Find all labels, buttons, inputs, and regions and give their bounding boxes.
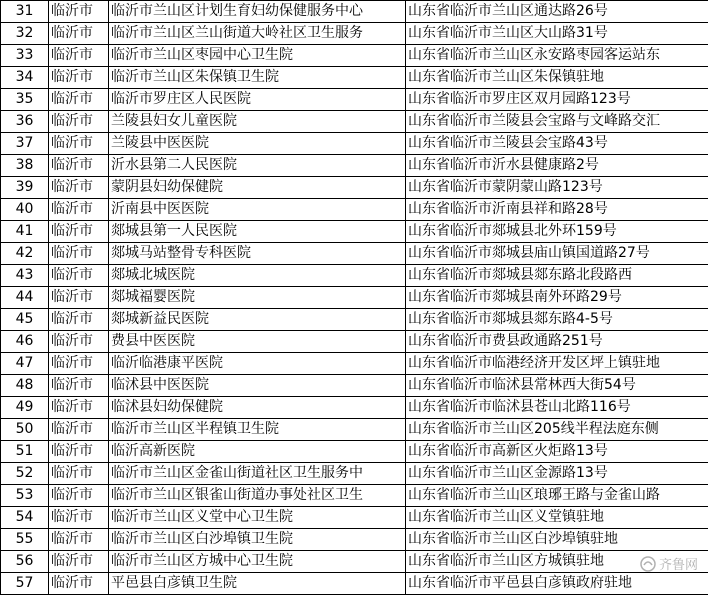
table-row — [1, 287, 708, 309]
table-row — [1, 1, 708, 23]
row-number-cell: 32 — [1, 23, 49, 45]
row-number-cell: 38 — [1, 155, 49, 177]
hospital-name-cell: 临沂市兰山区金雀山街道社区卫生服务中 — [109, 463, 406, 485]
city-cell: 临沂市 — [49, 177, 109, 199]
row-number-cell: 54 — [1, 507, 49, 529]
city-cell: 临沂市 — [49, 111, 109, 133]
hospital-name-cell: 郯城北城医院 — [109, 265, 406, 287]
address-cell: 山东省临沂市临港经济开发区坪上镇驻地 — [406, 353, 708, 375]
city-cell: 临沂市 — [49, 309, 109, 331]
city-cell: 临沂市 — [49, 265, 109, 287]
row-number-cell: 35 — [1, 89, 49, 111]
city-cell: 临沂市 — [49, 353, 109, 375]
row-number-cell: 37 — [1, 133, 49, 155]
row-number-cell: 31 — [1, 1, 49, 23]
hospital-name-cell: 兰陵县中医医院 — [109, 133, 406, 155]
row-number-cell: 45 — [1, 309, 49, 331]
city-cell: 临沂市 — [49, 89, 109, 111]
table-row — [1, 419, 708, 441]
address-cell: 山东省临沂市兰山区永安路枣园客运站东 — [406, 45, 708, 67]
city-cell: 临沂市 — [49, 463, 109, 485]
table-row — [1, 529, 708, 551]
row-number-cell: 39 — [1, 177, 49, 199]
address-cell: 山东省临沂市兰山区义堂镇驻地 — [406, 507, 708, 529]
row-number-cell: 50 — [1, 419, 49, 441]
table-row — [1, 67, 708, 89]
row-number-cell: 52 — [1, 463, 49, 485]
table-row — [1, 45, 708, 67]
address-cell: 山东省临沂市郯城县北外环159号 — [406, 221, 708, 243]
row-number-cell: 46 — [1, 331, 49, 353]
row-number-cell: 55 — [1, 529, 49, 551]
row-number-cell: 51 — [1, 441, 49, 463]
city-cell: 临沂市 — [49, 23, 109, 45]
table-row — [1, 177, 708, 199]
hospital-name-cell: 临沂市兰山区计划生育妇幼保健服务中心 — [109, 1, 406, 23]
address-cell: 山东省临沂市兰山区方城镇驻地 — [406, 551, 708, 573]
row-number-cell: 49 — [1, 397, 49, 419]
table-row — [1, 573, 708, 595]
address-cell: 山东省临沂市兰山区金源路13号 — [406, 463, 708, 485]
table-row — [1, 441, 708, 463]
hospital-name-cell: 临沂市兰山区兰山街道大岭社区卫生服务 — [109, 23, 406, 45]
table-row — [1, 353, 708, 375]
address-cell: 山东省临沂市平邑县白彦镇政府驻地 — [406, 573, 708, 595]
city-cell: 临沂市 — [49, 485, 109, 507]
table-row — [1, 133, 708, 155]
address-cell: 山东省临沂市郯城县南外环路29号 — [406, 287, 708, 309]
table-row — [1, 221, 708, 243]
address-cell: 山东省临沂市郯城县郯东路北段路西 — [406, 265, 708, 287]
city-cell: 临沂市 — [49, 375, 109, 397]
table-row — [1, 265, 708, 287]
city-cell: 临沂市 — [49, 1, 109, 23]
row-number-cell: 34 — [1, 67, 49, 89]
address-cell: 山东省临沂市费县政通路251号 — [406, 331, 708, 353]
city-cell: 临沂市 — [49, 397, 109, 419]
hospital-table-body — [1, 1, 708, 595]
hospital-name-cell: 平邑县白彦镇卫生院 — [109, 573, 406, 595]
row-number-cell: 48 — [1, 375, 49, 397]
hospital-name-cell: 郯城县第一人民医院 — [109, 221, 406, 243]
address-cell: 山东省临沂市兰山区白沙埠镇驻地 — [406, 529, 708, 551]
table-row — [1, 111, 708, 133]
table-row — [1, 397, 708, 419]
address-cell: 山东省临沂市兰山区琅琊王路与金雀山路 — [406, 485, 708, 507]
row-number-cell: 36 — [1, 111, 49, 133]
city-cell: 临沂市 — [49, 199, 109, 221]
table-row — [1, 199, 708, 221]
city-cell: 临沂市 — [49, 133, 109, 155]
city-cell: 临沂市 — [49, 573, 109, 595]
row-number-cell: 42 — [1, 243, 49, 265]
city-cell: 临沂市 — [49, 419, 109, 441]
table-row — [1, 463, 708, 485]
table-row — [1, 89, 708, 111]
hospital-name-cell: 郯城马站整骨专科医院 — [109, 243, 406, 265]
city-cell: 临沂市 — [49, 221, 109, 243]
row-number-cell: 47 — [1, 353, 49, 375]
city-cell: 临沂市 — [49, 331, 109, 353]
hospital-name-cell: 兰陵县妇女儿童医院 — [109, 111, 406, 133]
hospital-name-cell: 蒙阴县妇幼保健院 — [109, 177, 406, 199]
hospital-name-cell: 临沂临港康平医院 — [109, 353, 406, 375]
address-cell: 山东省临沂市兰陵县会宝路与文峰路交汇 — [406, 111, 708, 133]
address-cell: 山东省临沂市罗庄区双月园路123号 — [406, 89, 708, 111]
address-cell: 山东省临沂市兰山区205线半程法庭东侧 — [406, 419, 708, 441]
table-row — [1, 331, 708, 353]
address-cell: 山东省临沂市兰山区大山路31号 — [406, 23, 708, 45]
address-cell: 山东省临沂市沂南县祥和路28号 — [406, 199, 708, 221]
city-cell: 临沂市 — [49, 287, 109, 309]
city-cell: 临沂市 — [49, 441, 109, 463]
hospital-name-cell: 临沂市兰山区方城中心卫生院 — [109, 551, 406, 573]
hospital-name-cell: 临沂市兰山区义堂中心卫生院 — [109, 507, 406, 529]
hospital-name-cell: 临沂市兰山区银雀山街道办事处社区卫生 — [109, 485, 406, 507]
hospital-name-cell: 沂南县中医医院 — [109, 199, 406, 221]
hospital-name-cell: 临沭县妇幼保健院 — [109, 397, 406, 419]
table-row — [1, 375, 708, 397]
qilu-logo-icon — [640, 556, 656, 572]
row-number-cell: 43 — [1, 265, 49, 287]
hospital-name-cell: 郯城福婴医院 — [109, 287, 406, 309]
hospital-name-cell: 临沂市兰山区半程镇卫生院 — [109, 419, 406, 441]
table-row — [1, 23, 708, 45]
address-cell: 山东省临沂市兰陵县会宝路43号 — [406, 133, 708, 155]
city-cell: 临沂市 — [49, 507, 109, 529]
address-cell: 山东省临沂市临沭县苍山北路116号 — [406, 397, 708, 419]
table-row — [1, 309, 708, 331]
hospital-name-cell: 沂水县第二人民医院 — [109, 155, 406, 177]
row-number-cell: 56 — [1, 551, 49, 573]
table-row — [1, 155, 708, 177]
table-row — [1, 243, 708, 265]
hospital-name-cell: 临沭县中医医院 — [109, 375, 406, 397]
city-cell: 临沂市 — [49, 529, 109, 551]
hospital-name-cell: 费县中医医院 — [109, 331, 406, 353]
hospital-name-cell: 临沂市罗庄区人民医院 — [109, 89, 406, 111]
city-cell: 临沂市 — [49, 243, 109, 265]
row-number-cell: 57 — [1, 573, 49, 595]
city-cell: 临沂市 — [49, 551, 109, 573]
table-row — [1, 507, 708, 529]
row-number-cell: 41 — [1, 221, 49, 243]
address-cell: 山东省临沂市郯城县郯东路4-5号 — [406, 309, 708, 331]
address-cell: 山东省临沂市兰山区朱保镇驻地 — [406, 67, 708, 89]
city-cell: 临沂市 — [49, 45, 109, 67]
hospital-name-cell: 临沂市兰山区朱保镇卫生院 — [109, 67, 406, 89]
row-number-cell: 44 — [1, 287, 49, 309]
address-cell: 山东省临沂市兰山区通达路26号 — [406, 1, 708, 23]
row-number-cell: 40 — [1, 199, 49, 221]
address-cell: 山东省临沂市临沭县常林西大街54号 — [406, 375, 708, 397]
watermark-text: 齐鲁网 — [658, 558, 698, 573]
address-cell: 山东省临沂市高新区火炬路13号 — [406, 441, 708, 463]
hospital-name-cell: 郯城新益民医院 — [109, 309, 406, 331]
hospital-name-cell: 临沂市兰山区白沙埠镇卫生院 — [109, 529, 406, 551]
address-cell: 山东省临沂市郯城县庙山镇国道路27号 — [406, 243, 708, 265]
hospital-name-cell: 临沂市兰山区枣园中心卫生院 — [109, 45, 406, 67]
table-row — [1, 485, 708, 507]
row-number-cell: 33 — [1, 45, 49, 67]
address-cell: 山东省临沂市沂水县健康路2号 — [406, 155, 708, 177]
address-cell: 山东省临沂市蒙阴蒙山路123号 — [406, 177, 708, 199]
city-cell: 临沂市 — [49, 155, 109, 177]
city-cell: 临沂市 — [49, 67, 109, 89]
hospital-name-cell: 临沂高新医院 — [109, 441, 406, 463]
row-number-cell: 53 — [1, 485, 49, 507]
watermark — [640, 554, 698, 573]
table-row — [1, 551, 708, 573]
